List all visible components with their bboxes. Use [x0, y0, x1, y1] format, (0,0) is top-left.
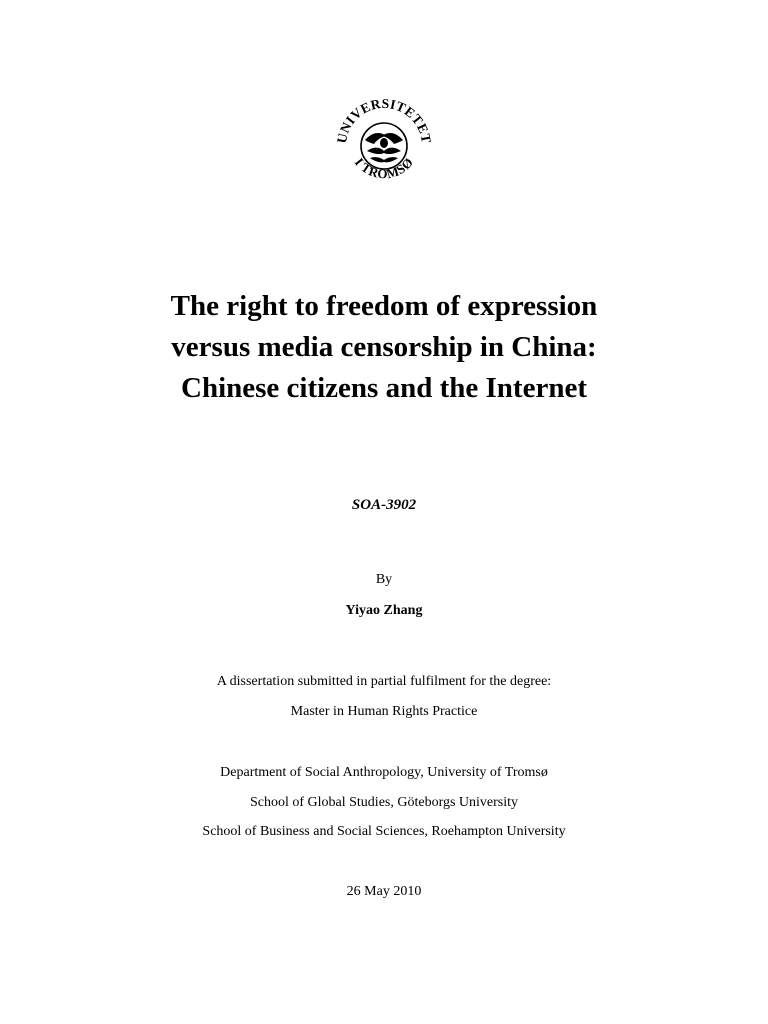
- degree-name: Master in Human Rights Practice: [290, 704, 478, 719]
- institution-line-2: School of Global Studies, Göteborgs University: [249, 795, 519, 810]
- institution-line-3: School of Business and Social Sciences, Roehampton University: [202, 824, 566, 839]
- svg-text:I TROMSØ: I TROMSØ: [351, 154, 417, 182]
- submission-date: 26 May 2010: [346, 884, 422, 899]
- title-line-2: versus media censorship in China:: [171, 331, 597, 363]
- course-code: SOA-3902: [351, 497, 417, 513]
- dissertation-statement: A dissertation submitted in partial fulfilment for the degree:: [216, 674, 552, 689]
- title-line-1: The right to freedom of expression: [170, 290, 598, 322]
- author-name: Yiyao Zhang: [345, 603, 423, 618]
- by-label: By: [375, 572, 393, 587]
- university-seal-logo: [334, 96, 434, 196]
- title-line-3: Chinese citizens and the Internet: [181, 372, 587, 404]
- svg-text:UNIVERSITETET: UNIVERSITETET: [334, 96, 434, 145]
- document-title: [0, 286, 768, 409]
- institution-line-1: Department of Social Anthropology, University of Tromsø: [220, 765, 548, 780]
